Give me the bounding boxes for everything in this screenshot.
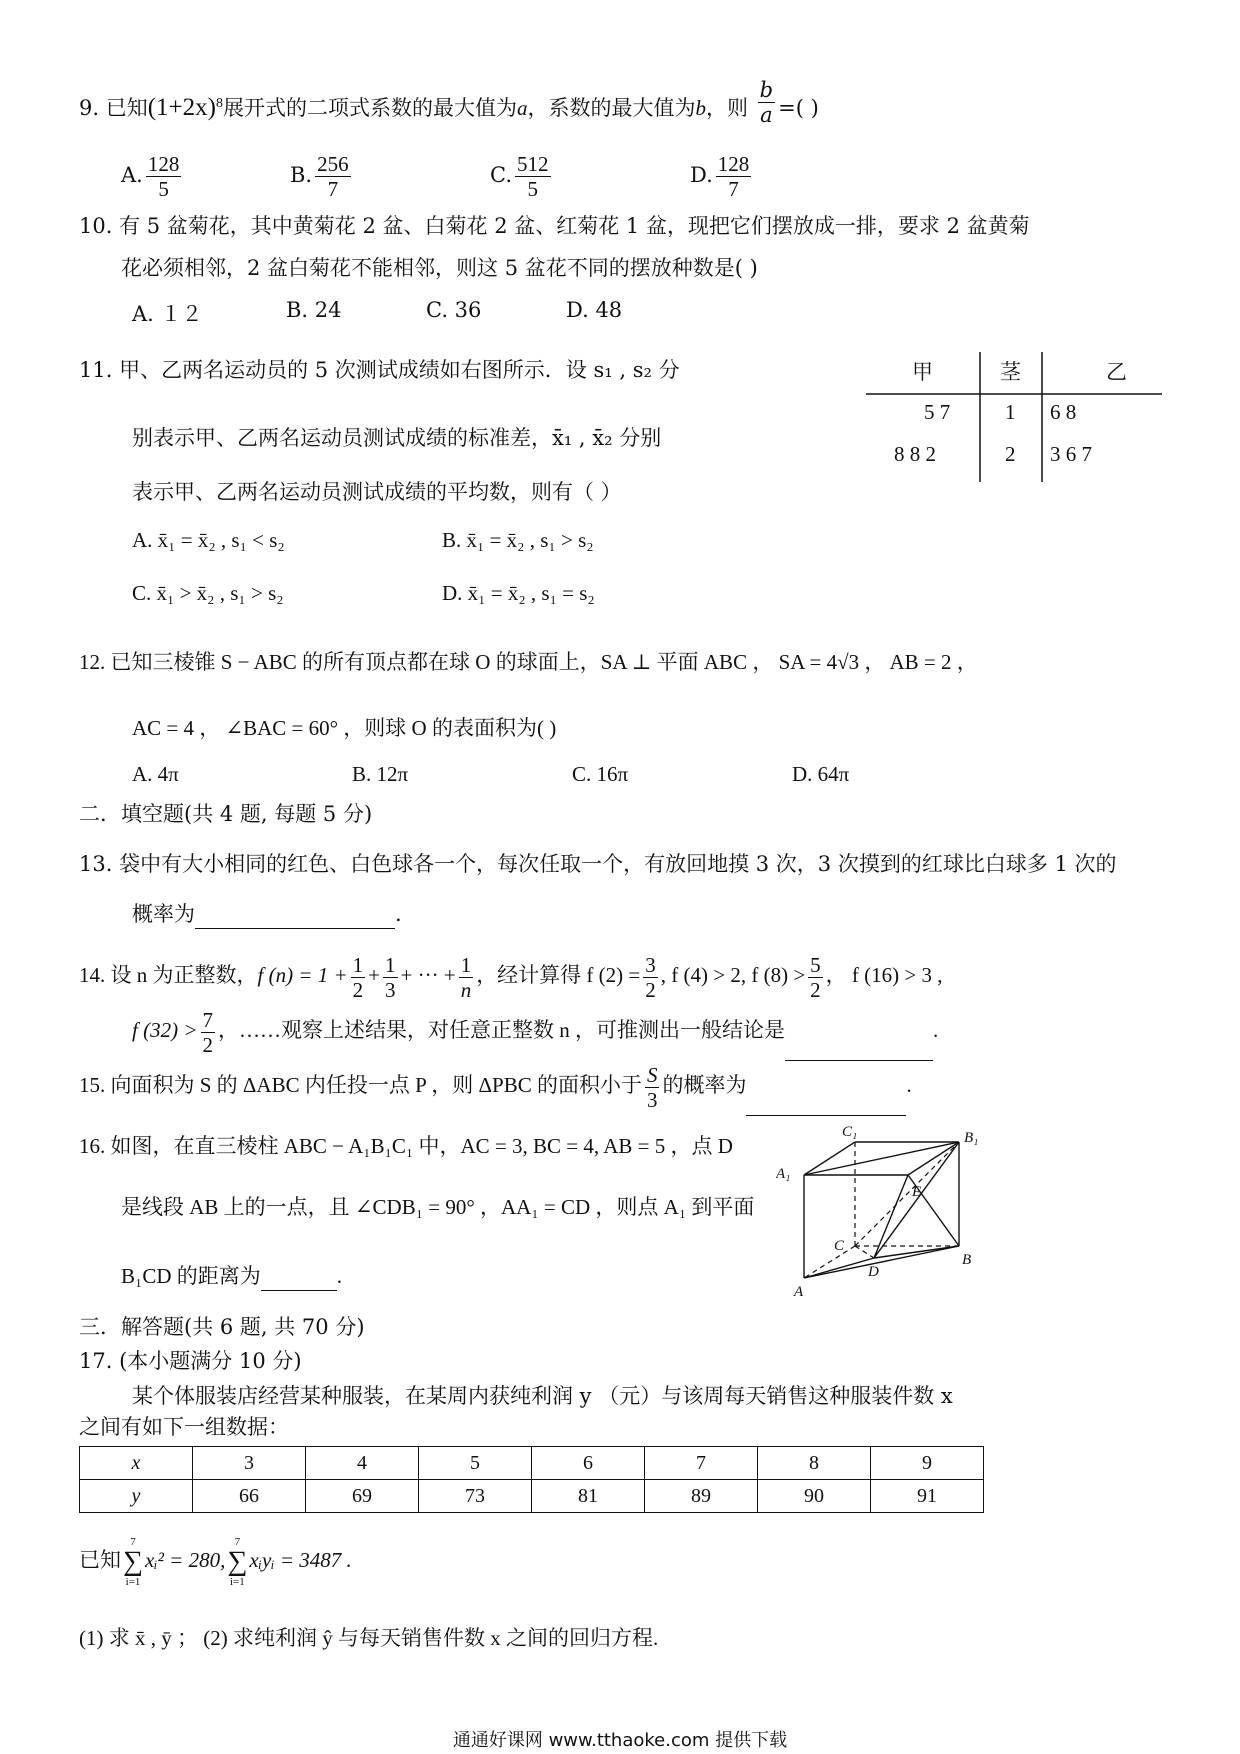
table-cell: 69: [306, 1480, 419, 1513]
question-13-line2: 概率为 .: [132, 900, 402, 929]
question-11: 11. 甲、乙两名运动员的 5 次测试成绩如右图所示．设 s₁ , s₂ 分: [79, 358, 680, 382]
stem-row1-right: 6 8: [1050, 400, 1077, 424]
table-cell: 6: [532, 1447, 645, 1480]
table-cell: 8: [758, 1447, 871, 1480]
stem-header-left: 甲: [912, 360, 933, 384]
question-17-line2: 之间有如下一组数据：: [79, 1415, 289, 1439]
question-12-line2: AC = 4 ， ∠BAC = 60° ，则球 O 的表面积为( ): [132, 716, 557, 740]
table-cell: 81: [532, 1480, 645, 1513]
stem-leaf-plot: [866, 350, 1166, 486]
question-11-line2: 别表示甲、乙两名运动员测试成绩的标准差，x̄₁ , x̄₂ 分别: [132, 426, 662, 450]
q11-option-a: A. x̄₁ = x̄₂ , s₁ < s₂: [132, 528, 285, 552]
label-b1: B₁: [964, 1130, 979, 1146]
table-cell: 89: [645, 1480, 758, 1513]
q12-option-a: A. 4π: [132, 762, 179, 786]
data-table: [79, 1446, 984, 1513]
q11-option-c: C. x̄₁ > x̄₂ , s₁ > s₂: [132, 581, 284, 605]
question-12: 12. 已知三棱锥 S − ABC 的所有顶点都在球 O 的球面上，SA ⊥ 平面 ABC ， SA = 4√3 ， AB = 2 ，: [79, 650, 978, 674]
question-17-line1: 某个体服装店经营某种服装，在某周内获纯利润 y （元）与该周每天销售这种服装件数 x: [132, 1384, 953, 1408]
question-11-line3: 表示甲、乙两名运动员测试成绩的平均数，则有（ ）: [132, 480, 622, 504]
question-14: 14. 设 n 为正整数，f (n) = 1 + $\frac{1}{2}$ + $\frac{1}{3}$ + ··· + $\frac{1}{n}$ ，经计算得 f (2) = $\frac{3}{2}$ , f (4) > 2, f (8) > $\frac{5}{2}$ ， f (16) > 3 ,: [79, 952, 943, 1002]
label-a1: A₁: [776, 1166, 791, 1182]
q9-option-c: C. $\frac{512}{5}$: [490, 152, 549, 201]
stem-row2-stem: 2: [1005, 442, 1016, 466]
sum-sign-2: 7 ∑ i=1: [227, 1536, 248, 1588]
table-cell: 7: [645, 1447, 758, 1480]
answer-blank-15[interactable]: [746, 1055, 906, 1116]
q11-option-d: D. x̄₁ = x̄₂ , s₁ = s₂: [442, 581, 595, 605]
question-10-line2: 花必须相邻，2 盆白菊花不能相邻，则这 5 盆花不同的摆放种数是( ): [121, 256, 758, 280]
label-b: B: [962, 1252, 972, 1268]
answer-blank-13[interactable]: [195, 900, 395, 929]
q11-option-b: B. x̄₁ = x̄₂ , s₁ > s₂: [442, 528, 594, 552]
label-c: C: [834, 1238, 845, 1254]
page-footer: 通通好课网 www.tthaoke.com 提供下载: [452, 1730, 788, 1751]
fraction-b-over-a: $\frac{b}{a}$: [759, 78, 774, 127]
table-row-y: [80, 1480, 984, 1513]
stem-row1-stem: 1: [1005, 400, 1016, 424]
question-9: 9. 已知$(1+2x)^8$展开式的二项式系数的最大值为a，系数的最大值为b，则 $\frac{b}{a}$ =( ): [79, 78, 819, 127]
answer-blank-14[interactable]: [785, 1000, 933, 1061]
table-cell: 9: [871, 1447, 984, 1480]
label-a: A: [794, 1284, 804, 1300]
q10-option-c: C. 36: [426, 298, 482, 322]
q9-option-a: A. $\frac{128}{5}$: [121, 152, 180, 201]
label-e: E: [912, 1184, 922, 1200]
question-16-line3: B₁CD 的距离为 .: [121, 1262, 342, 1291]
label-d: D: [868, 1264, 879, 1280]
prism-figure: [776, 1120, 996, 1300]
stem-row1-left: 5 7: [924, 400, 951, 424]
table-row-x: [80, 1447, 984, 1480]
q9-option-d: D. $\frac{128}{7}$: [690, 152, 750, 201]
table-cell: 66: [193, 1480, 306, 1513]
table-cell: y: [80, 1480, 193, 1513]
table-cell: 5: [419, 1447, 532, 1480]
label-c1: C₁: [842, 1124, 858, 1140]
question-10: 10. 有 5 盆菊花，其中黄菊花 2 盆、白菊花 2 盆、红菊花 1 盆，现把它们摆放成一排，要求 2 盆黄菊: [79, 214, 1030, 238]
question-17-known: 已知 7 ∑ i=1 xᵢ² = 280, 7 ∑ i=1 xᵢyᵢ = 3487 .: [79, 1536, 352, 1588]
stem-header-mid: 茎: [1000, 360, 1021, 384]
answer-blank-16[interactable]: [261, 1262, 337, 1291]
q10-option-a: A. １２: [132, 302, 203, 326]
question-17-ask: (1) 求 x̄ , ȳ ； (2) 求纯利润 ŷ 与每天销售件数 x 之间的回归方程.: [79, 1626, 659, 1650]
question-17-head: 17. (本小题满分 10 分): [79, 1349, 302, 1373]
q12-option-c: C. 16π: [572, 762, 629, 786]
q10-option-d: D. 48: [566, 298, 623, 322]
table-cell: 4: [306, 1447, 419, 1480]
stem-row2-right: 3 6 7: [1050, 442, 1092, 466]
q12-option-d: D. 64π: [792, 762, 850, 786]
stem-row2-left: 8 8 2: [894, 442, 936, 466]
table-cell: 3: [193, 1447, 306, 1480]
question-16: 16. 如图，在直三棱柱 ABC − A₁B₁C₁ 中，AC = 3, BC = 4, AB = 5 ，点 D: [79, 1134, 733, 1158]
question-15: 15. 向面积为 S 的 ΔABC 内任投一点 P ，则 ΔPBC 的面积小于 $\frac{S}{3}$ 的概率为 .: [79, 1055, 912, 1115]
table-cell: 91: [871, 1480, 984, 1513]
question-14-line2: f (32) > $\frac{7}{2}$ ，……观察上述结果，对任意正整数 n ，可推测出一般结论是 .: [132, 1000, 938, 1060]
table-cell: 73: [419, 1480, 532, 1513]
stem-header-right: 乙: [1106, 360, 1127, 384]
q10-option-b: B. 24: [286, 298, 342, 322]
table-cell: x: [80, 1447, 193, 1480]
question-16-line2: 是线段 AB 上的一点，且 ∠CDB₁ = 90° ，AA₁ = CD ，则点 A₁ 到平面: [121, 1195, 755, 1219]
q12-option-b: B. 12π: [352, 762, 409, 786]
question-13: 13. 袋中有大小相同的红色、白色球各一个，每次任取一个，有放回地摸 3 次，3 次摸到的红球比白球多 1 次的: [79, 852, 1117, 876]
section-2-heading: 二．填空题(共 4 题, 每题 5 分): [79, 802, 373, 826]
section-3-heading: 三．解答题(共 6 题, 共 70 分): [79, 1315, 365, 1339]
q9-option-b: B. $\frac{256}{7}$: [290, 152, 349, 201]
question-number: 9.: [79, 96, 100, 120]
table-cell: 90: [758, 1480, 871, 1513]
sum-sign-1: 7 ∑ i=1: [123, 1536, 143, 1588]
